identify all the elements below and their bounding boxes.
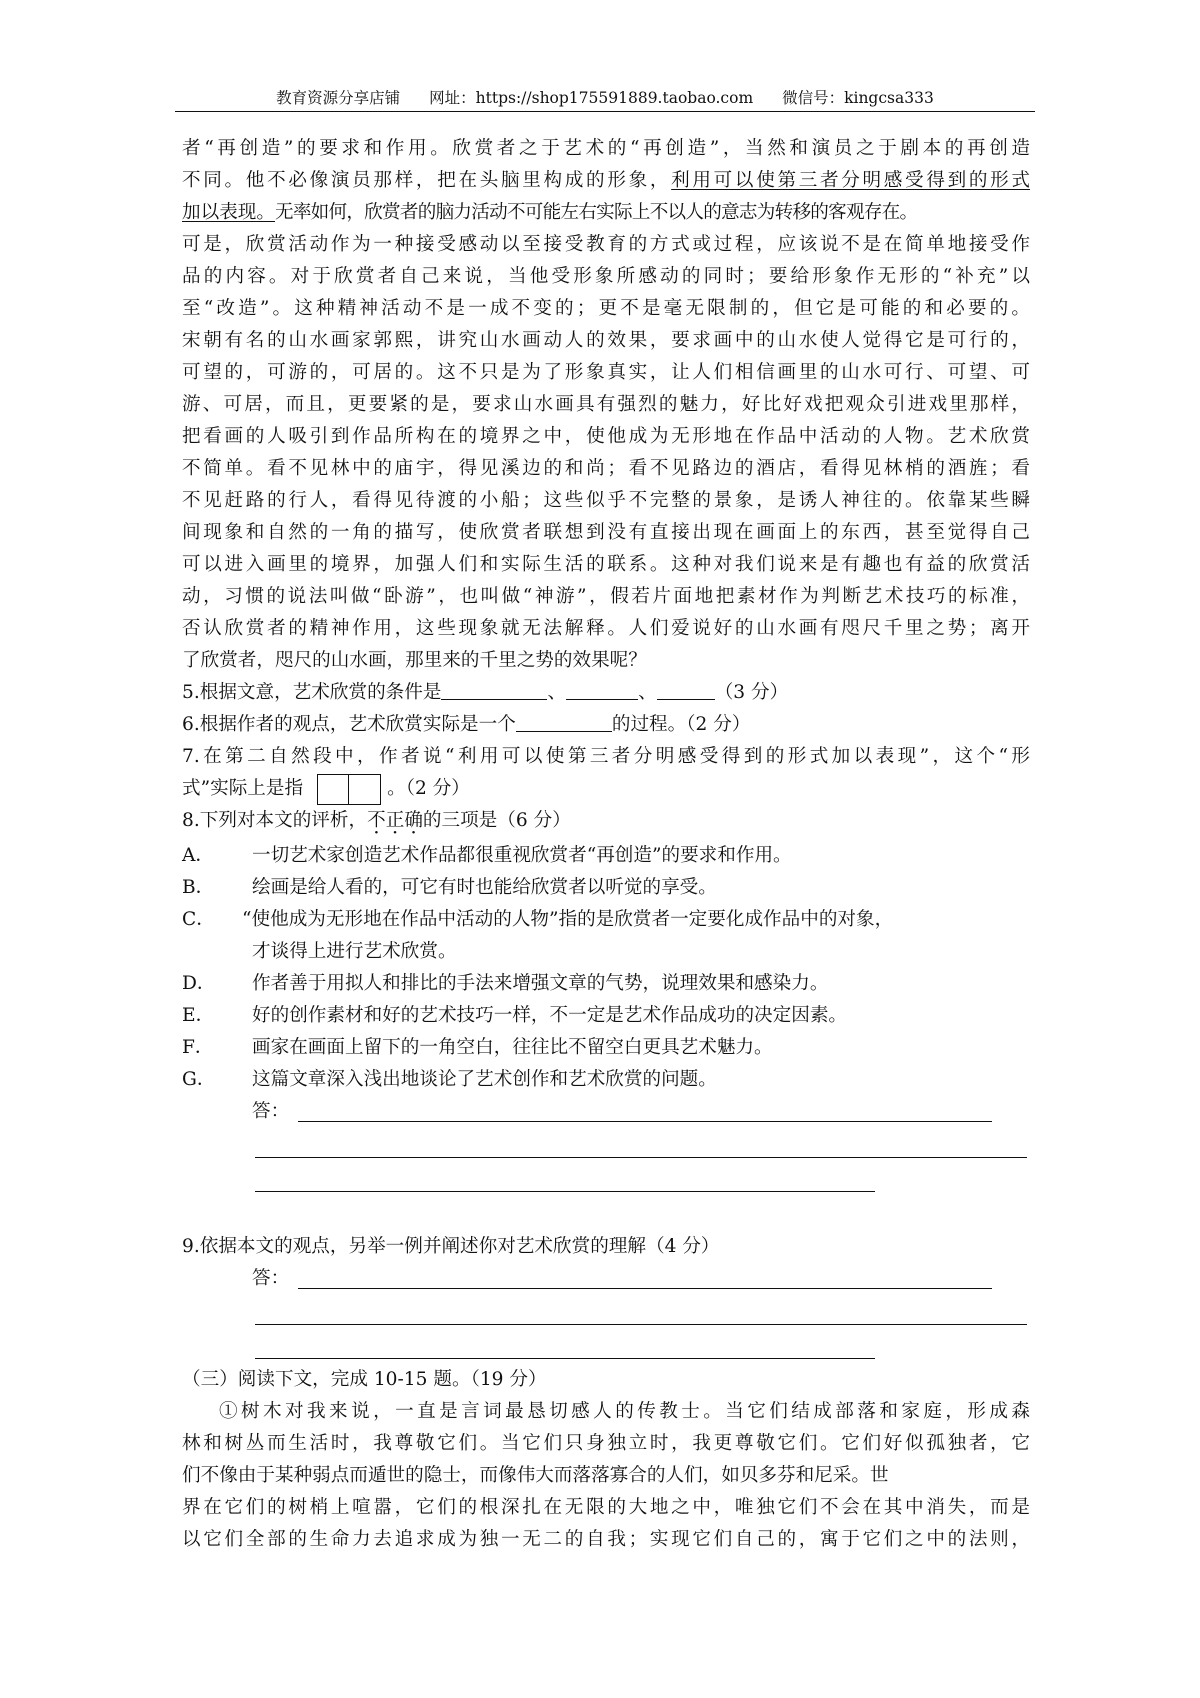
option-text: 好的创作素材和好的艺术技巧一样，不一定是艺术作品成功的决定因素。	[252, 1005, 848, 1026]
passage-line: ①树木对我来说，一直是言词最恳切感人的传教士。当它们结成部落和家庭，形成森	[219, 1401, 1030, 1422]
answer-blank[interactable]	[441, 679, 547, 700]
option-letter: A．	[182, 845, 215, 866]
question-score: 。（2 分）	[387, 778, 470, 799]
option-letter: B．	[182, 877, 215, 898]
answer-line[interactable]	[255, 1157, 1027, 1158]
option-text: 这篇文章深入浅出地谈论了艺术创作和艺术欣赏的问题。	[252, 1069, 717, 1090]
answer-line[interactable]	[255, 1324, 1027, 1325]
answer-label: 答：	[252, 1101, 290, 1122]
question-text: 的过程。（2 分）	[611, 714, 751, 735]
option-text: 作者善于用拟人和排比的手法来增强文章的气势，说理效果和感染力。	[252, 973, 829, 994]
separator: 、	[638, 682, 657, 703]
question-6	[182, 709, 750, 741]
header-rule	[175, 111, 1035, 112]
passage-line: 动，习惯的说法叫做“卧游”，也叫做“神游”，假若片面地把素材作为判断艺术技巧的标准，	[182, 586, 1030, 607]
option-text-cont: 才谈得上进行艺术欣赏。	[252, 941, 457, 962]
header-shop: 教育资源分享店铺	[276, 89, 401, 107]
question-text: 式”实际上是指	[182, 778, 304, 799]
page-header	[175, 86, 1035, 110]
header-wechat: 微信号：kingcsa333	[782, 89, 934, 107]
answer-blank[interactable]	[516, 711, 612, 732]
passage-line: 可望的，可游的，可居的。这不只是为了形象真实，让人们相信画里的山水可行、可望、可	[182, 362, 1030, 383]
passage-line: 至“改造”。这种精神活动不是一成不变的；更不是毫无限制的，但它是可能的和必要的。	[182, 298, 1030, 319]
question-text: 8.下列对本文的评析，	[182, 810, 368, 831]
question-8	[182, 805, 571, 837]
emphasis-char: 正	[385, 810, 405, 831]
option-letter: E．	[182, 1005, 215, 1026]
two-char-answer-box[interactable]	[317, 774, 381, 805]
passage-text: 不同。他不必像演员那样，把在头脑里构成的形象，	[182, 170, 672, 191]
option-letter: G．	[182, 1069, 216, 1090]
passage-line: 林和树丛而生活时，我尊敬它们。当它们只身独立时，我更尊敬它们。它们好似孤独者，它	[182, 1433, 1030, 1454]
question-9: 9.依据本文的观点，另举一例并阐述你对艺术欣赏的理解（4 分）	[182, 1236, 720, 1257]
passage-line: 了欣赏者，咫尺的山水画，那里来的千里之势的效果呢？	[182, 650, 647, 671]
question-score: （3 分）	[714, 682, 789, 703]
passage-line: 界在它们的树梢上喧嚣，它们的根深扎在无限的大地之中，唯独它们不会在其中消失，而是	[182, 1497, 1030, 1518]
passage-line: 宋朝有名的山水画家郭熙，讲究山水画动人的效果，要求画中的山水使人觉得它是可行的，	[182, 330, 1030, 351]
option-text: 画家在画面上留下的一角空白，往往比不留空白更具艺术魅力。	[252, 1037, 773, 1058]
passage-line: 游、可居，而且，更要紧的是，要求山水画具有强烈的魅力，好比好戏把观众引进戏里那样，	[182, 394, 1030, 415]
question-text: 5.根据文意，艺术欣赏的条件是	[182, 682, 442, 703]
option-text: 绘画是给人看的，可它有时也能给欣赏者以听觉的享受。	[252, 877, 717, 898]
question-text: 的三项是（6 分）	[422, 810, 571, 831]
passage-line	[182, 165, 1030, 197]
passage-line: 不见赶路的行人，看得见待渡的小船；这些似乎不完整的景象，是诱人神往的。依靠某些瞬	[182, 490, 1030, 511]
passage-line: 可以进入画里的境界，加强人们和实际生活的联系。这种对我们说来是有趣也有益的欣赏活	[182, 554, 1030, 575]
passage-line: 不简单。看不见林中的庙宇，得见溪边的和尚；看不见路边的酒店，看得见林梢的酒旌；看	[182, 458, 1030, 479]
question-7-cont	[182, 773, 470, 805]
question-text: 6.根据作者的观点，艺术欣赏实际是一个	[182, 714, 516, 735]
answer-blank[interactable]	[657, 679, 715, 700]
option-letter: C．	[182, 909, 215, 930]
passage-line: 间现象和自然的一角的描写，使欣赏者联想到没有直接出现在画面上的东西，甚至觉得自己	[182, 522, 1030, 543]
option-letter: D．	[182, 973, 216, 994]
passage-line: 们不像由于某种弱点而遁世的隐士，而像伟大而落落寡合的人们，如贝多芬和尼采。世	[182, 1465, 889, 1486]
answer-line[interactable]	[298, 1288, 992, 1289]
answer-line[interactable]	[255, 1358, 875, 1359]
underlined-phrase: 利用可以使第三者分明感受得到的形式	[671, 170, 1030, 191]
answer-blank[interactable]	[566, 679, 638, 700]
separator: 、	[547, 682, 567, 703]
question-7: 7.在第二自然段中，作者说“利用可以使第三者分明感受得到的形式加以表现”，这个“形	[182, 746, 1030, 767]
passage-line: 否认欣赏者的精神作用，这些现象就无法解释。人们爱说好的山水画有咫尺千里之势；离开	[182, 618, 1030, 639]
passage-line	[182, 197, 1030, 229]
header-site: 网址：https://shop175591889.taobao.com	[429, 89, 754, 107]
passage-line: 把看画的人吸引到作品所构在的境界之中，使他成为无形地在作品中活动的人物。艺术欣赏	[182, 426, 1030, 447]
answer-label: 答：	[252, 1268, 290, 1289]
answer-line[interactable]	[298, 1121, 992, 1122]
answer-line[interactable]	[255, 1191, 875, 1192]
passage-line: 品的内容。对于欣赏者自己来说，当他受形象所感动的同时；要给形象作无形的“补充”以	[182, 266, 1030, 287]
question-5	[182, 677, 788, 709]
option-text: “使他成为无形地在作品中活动的人物”指的是欣赏者一定要化成作品中的对象，	[242, 909, 894, 930]
option-letter: F．	[182, 1037, 214, 1058]
underlined-phrase: 加以表现。	[182, 202, 275, 223]
emphasis-char: 不	[367, 810, 386, 831]
section-3-title: （三）阅读下文，完成 10-15 题。（19 分）	[182, 1369, 547, 1390]
passage-line: 可是，欣赏活动作为一种接受感动以至接受教育的方式或过程，应该说不是在简单地接受作	[182, 234, 1030, 255]
emphasis-char: 确	[404, 810, 423, 831]
passage-line: 者“再创造”的要求和作用。欣赏者之于艺术的“再创造”，当然和演员之于剧本的再创造	[182, 138, 1030, 159]
option-text: 一切艺术家创造艺术作品都很重视欣赏者“再创造”的要求和作用。	[252, 845, 792, 866]
passage-line: 以它们全部的生命力去追求成为独一无二的自我；实现它们自己的，寓于它们之中的法则，	[182, 1529, 1030, 1550]
passage-text: 无率如何，欣赏者的脑力活动不可能左右实际上不以人的意志为转移的客观存在。	[274, 202, 918, 223]
